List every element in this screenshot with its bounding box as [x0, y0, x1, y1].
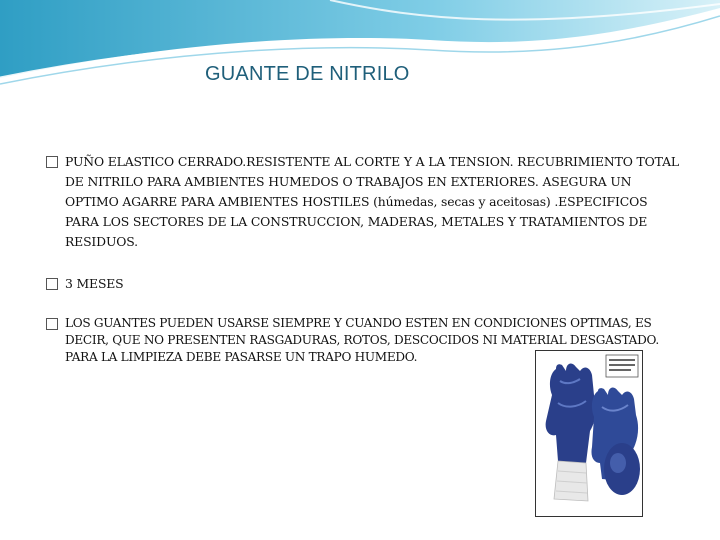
box-bullet-icon	[46, 156, 58, 168]
box-bullet-icon	[46, 318, 58, 330]
bullet-text-usage: LOS GUANTES PUEDEN USARSE SIEMPRE Y CUANDO ESTEN EN CONDICIONES OPTIMAS, ES DECIR, QUE NO PRESENTEN RASGADURAS, ROTOS, DESCOCIDOS NI MATERIAL DESGASTADO. PARA LA LIMPIEZA DEBE PASARSE UN TRAPO HUMEDO.	[65, 316, 659, 364]
nitrile-gloves-photo	[535, 350, 643, 517]
bullet-text-description: PUÑO ELASTICO CERRADO.RESISTENTE AL CORTE Y A LA TENSION. RECUBRIMIENTO TOTAL DE NITRILO PARA AMBIENTES HUMEDOS O TRABAJOS EN EXTERIORES. ASEGURA UN OPTIMO AGARRE PARA AMBIENTES HOSTILES (húmedas, secas y aceitosas) .ESPECIFICOS PARA LOS SECTORES DE LA CONSTRUCCION, MADERAS, METALES Y TRATAMIENTOS DE RESIDUOS.	[65, 154, 679, 249]
box-bullet-icon	[46, 278, 58, 290]
bullet-text-duration: 3 MESES	[65, 276, 124, 291]
slide-title: GUANTE DE NITRILO	[205, 63, 410, 85]
gloves-illustration	[536, 351, 643, 517]
